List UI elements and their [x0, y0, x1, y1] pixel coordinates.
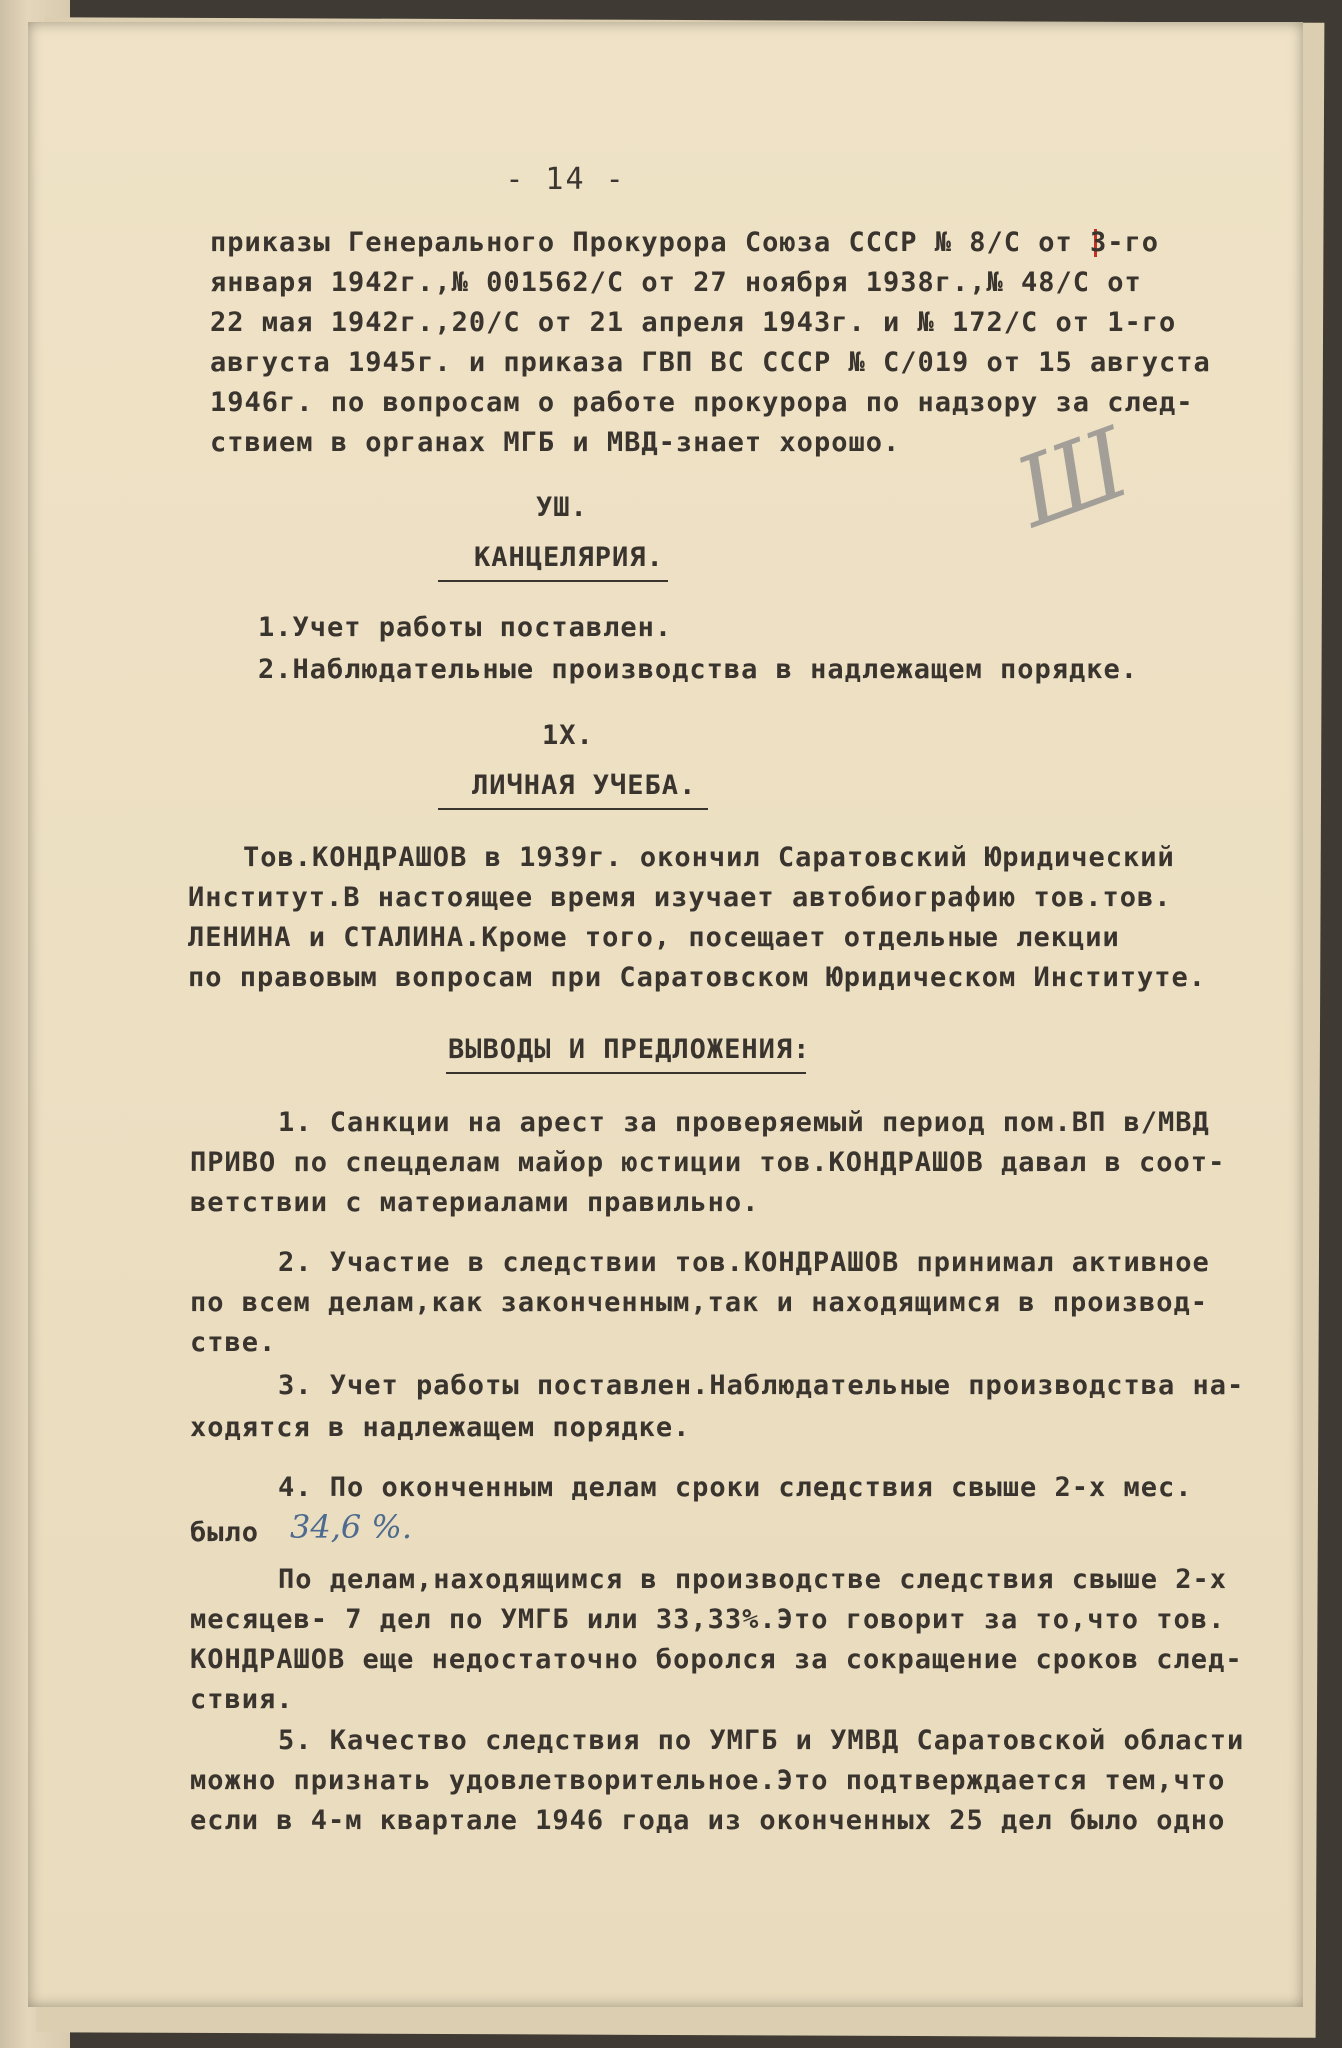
intro-line: приказы Генерального Прокурора Союза СССР № 8/С от 3-го — [210, 227, 1160, 258]
section9-number: 1Х. — [542, 720, 594, 751]
conclusion-line: стве. — [190, 1327, 277, 1358]
section8-item: 1.Учет работы поставлен. — [258, 612, 673, 643]
handwritten-percentage: 34,6 %. — [290, 1508, 412, 1546]
conclusions-title: ВЫВОДЫ И ПРЕДЛОЖЕНИЯ: — [448, 1034, 811, 1065]
intro-line: ствием в органах МГБ и МВД-знает хорошо. — [210, 427, 901, 458]
conclusion-line: 1. Санкции на арест за проверяемый период пом.ВП в/МВД — [278, 1107, 1210, 1138]
conclusion-line: 4. По оконченным делам сроки следствия свыше 2-х мес. — [278, 1472, 1193, 1503]
pencil-annotation: Ш — [1002, 406, 1144, 550]
document-page — [28, 22, 1303, 2007]
section9-title: ЛИЧНАЯ УЧЕБА. — [472, 770, 697, 801]
conclusion-line: было — [190, 1517, 260, 1548]
section8-title: КАНЦЕЛЯРИЯ. — [474, 542, 664, 573]
conclusion-line: ветствии с материалами правильно. — [190, 1187, 760, 1218]
section9-title-underline — [438, 808, 708, 810]
intro-line: января 1942г.,№ 001562/С от 27 ноября 1938г.,№ 48/С от — [210, 267, 1142, 298]
conclusions-title-underline — [446, 1072, 806, 1074]
section8-item: 2.Наблюдательные производства в надлежащем порядке. — [258, 654, 1139, 685]
conclusion-line: 2. Участие в следствии тов.КОНДРАШОВ принимал активное — [278, 1247, 1210, 1278]
conclusion-line: если в 4-м квартале 1946 года из оконченных 25 дел было одно — [190, 1805, 1226, 1836]
conclusion-line: ствия. — [190, 1684, 294, 1715]
conclusion-line: 5. Качество следствия по УМГБ и УМВД Саратовской области — [278, 1725, 1245, 1756]
conclusion-line: КОНДРАШОВ еще недостаточно боролся за сокращение сроков след- — [190, 1644, 1243, 1675]
section9-line: ЛЕНИНА и СТАЛИНА.Кроме того, посещает отдельные лекции — [188, 922, 1120, 953]
section8-title-underline — [438, 580, 668, 582]
conclusion-line: По делам,находящимся в производстве следствия свыше 2-х — [278, 1564, 1228, 1595]
intro-line: 1946г. по вопросам о работе прокурора по надзору за след- — [210, 387, 1194, 418]
intro-line: 22 мая 1942г.,20/С от 21 апреля 1943г. и № 172/С от 1-го — [210, 307, 1177, 338]
conclusion-line: можно признать удовлетворительное.Это подтверждается тем,что — [190, 1765, 1226, 1796]
conclusion-line: ПРИВО по спецделам майор юстиции тов.КОНДРАШОВ давал в соот- — [190, 1147, 1226, 1178]
section9-line: по правовым вопросам при Саратовском Юридическом Институте. — [188, 962, 1207, 993]
conclusion-line: ходятся в надлежащем порядке. — [190, 1412, 691, 1443]
conclusion-line: по всем делам,как законченным,так и находящимся в производ- — [190, 1287, 1209, 1318]
conclusion-line: месяцев- 7 дел по УМГБ или 33,33%.Это говорит за то,что тов. — [190, 1604, 1226, 1635]
section9-line: Институт.В настоящее время изучает автобиографию тов.тов. — [188, 882, 1172, 913]
section8-number: УШ. — [536, 492, 588, 523]
intro-line: августа 1945г. и приказа ГВП ВС СССР № С/019 от 15 августа — [210, 347, 1211, 378]
section9-line: Тов.КОНДРАШОВ в 1939г. окончил Саратовский Юридический — [243, 842, 1175, 873]
conclusion-line: 3. Учет работы поставлен.Наблюдательные производства на- — [278, 1370, 1245, 1401]
page-number: - 14 - — [505, 162, 626, 197]
